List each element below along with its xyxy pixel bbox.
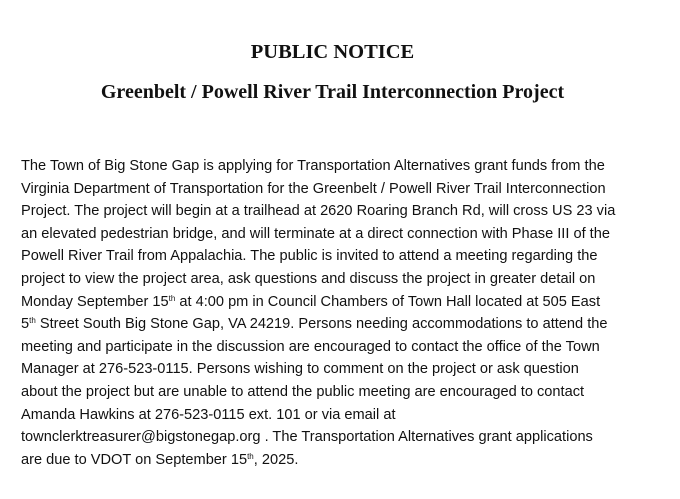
address-text: Street South Big Stone Gap, VA 24219. Persons needing accommodations to attend the (35, 316, 608, 333)
body-line (21, 291, 661, 314)
notice-title: PUBLIC NOTICE (250, 41, 415, 63)
due-date-text: are due to VDOT on September 15 (21, 451, 248, 468)
body-line: Manager at 276-523-0115. Persons wishing to comment on the project or ask question (21, 361, 579, 378)
body-line (21, 313, 661, 336)
body-line: Project. The project will begin at a trailhead at 2620 Roaring Branch Rd, will cross US 23 via (21, 203, 616, 220)
due-year-text: , 2025. (253, 451, 299, 468)
body-line: about the project but are unable to attend the public meeting are encouraged to contact (21, 383, 585, 400)
body-line: Amanda Hawkins at 276-523-0115 ext. 101 or via email at (21, 406, 396, 423)
body-line: Virginia Department of Transportation for the Greenbelt / Powell River Trail Interconnection (21, 180, 606, 197)
body-line: an elevated pedestrian bridge, and will terminate at a direct connection with Phase III of the (21, 225, 610, 242)
street-number: 5 (21, 316, 30, 333)
notice-body (21, 155, 661, 471)
meeting-time-location: at 4:00 pm in Council Chambers of Town Hall located at 505 East (175, 293, 601, 310)
ordinal-suffix: th (29, 316, 36, 326)
ordinal-suffix: th (168, 293, 176, 303)
notice-subtitle: Greenbelt / Powell River Trail Interconnection Project (100, 81, 565, 103)
body-line: townclerktreasurer@bigstonegap.org . The Transportation Alternatives grant applications (21, 429, 593, 446)
body-line: Powell River Trail from Appalachia. The public is invited to attend a meeting regarding the (21, 248, 598, 265)
body-line (21, 449, 661, 472)
meeting-date-text: Monday September 15 (21, 293, 169, 310)
ordinal-suffix: th (247, 451, 254, 461)
body-line: The Town of Big Stone Gap is applying for Transportation Alternatives grant funds from the (21, 158, 605, 174)
body-line: project to view the project area, ask questions and discuss the project in greater detail on (21, 270, 596, 287)
body-line: meeting and participate in the discussion are encouraged to contact the office of the Town (21, 338, 600, 355)
